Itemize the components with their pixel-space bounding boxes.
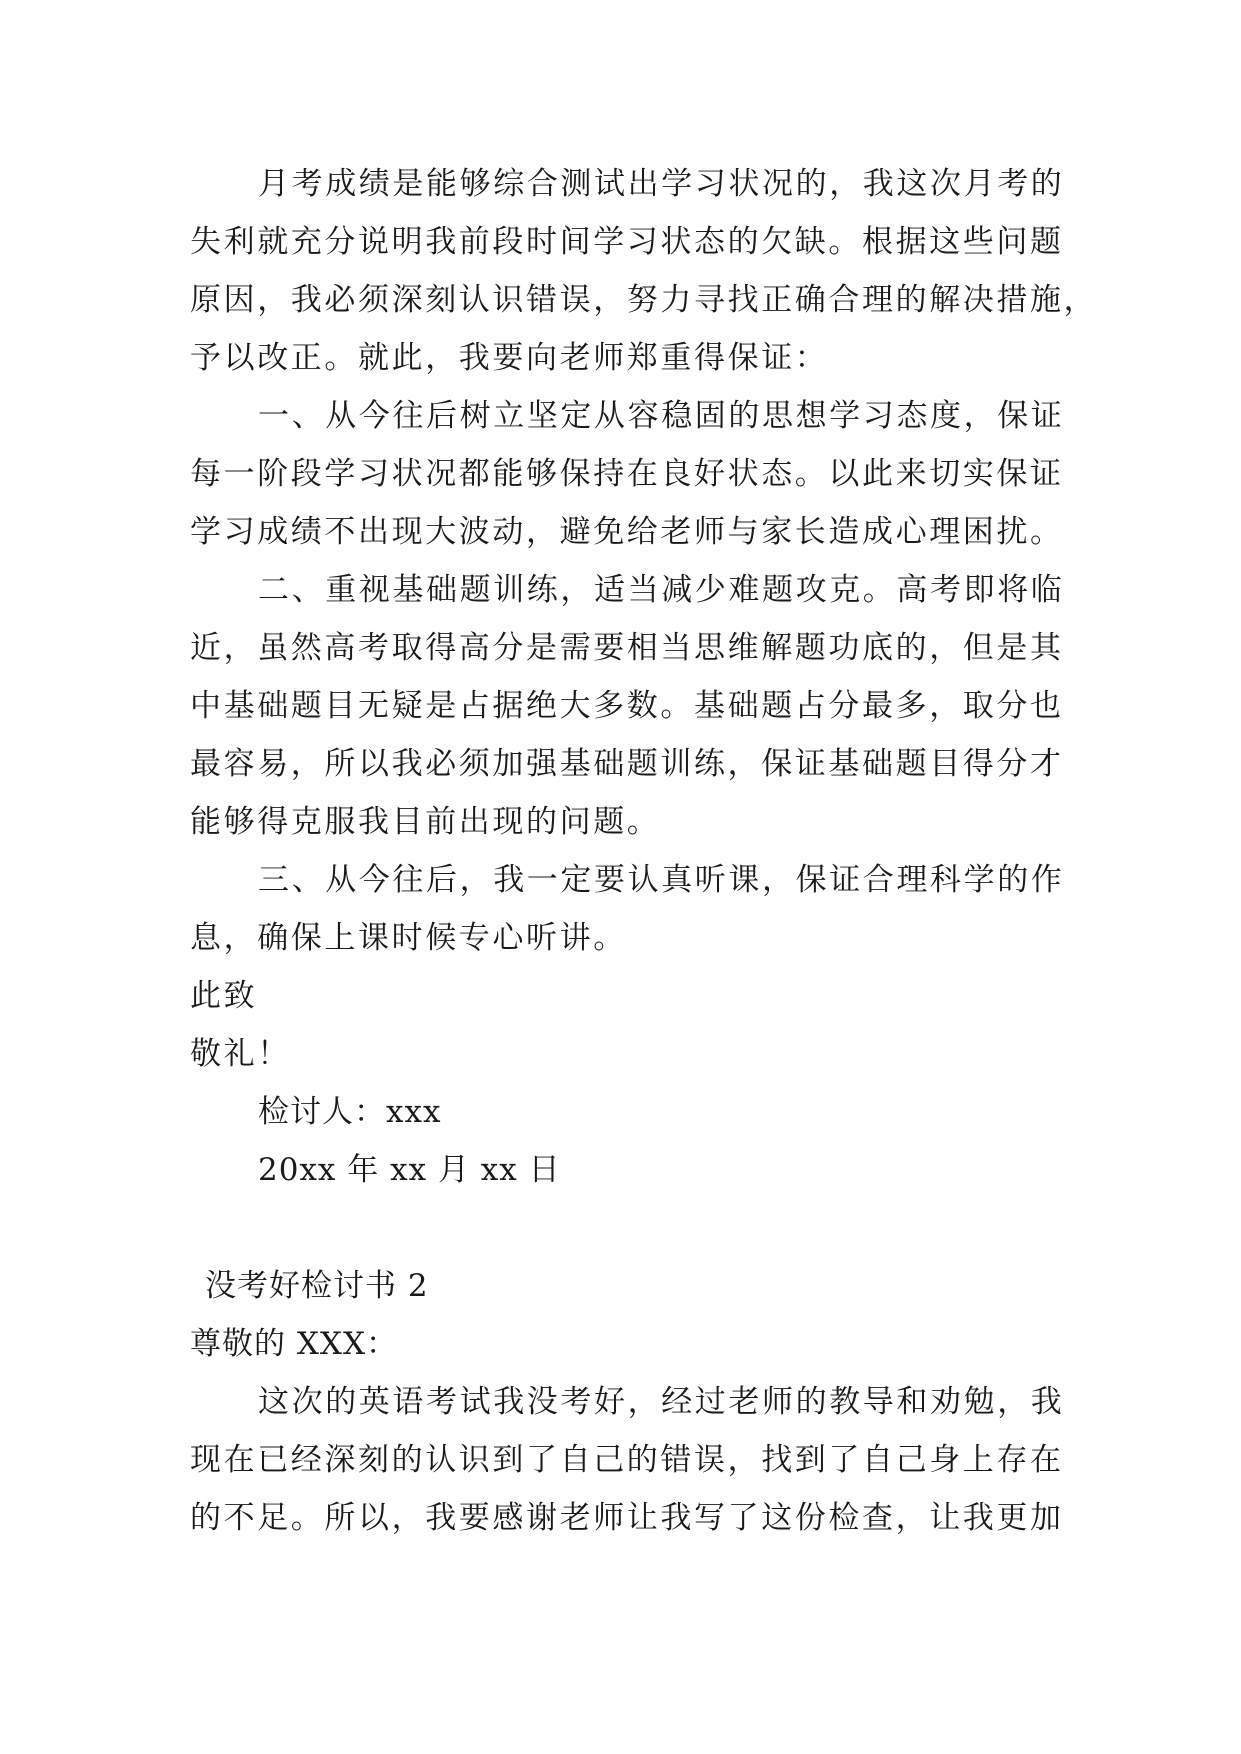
signature-line: 检讨人：xxx bbox=[258, 1094, 442, 1130]
paragraph-line: 最容易，所以我必须加强基础题训练，保证基础题目得分才 bbox=[190, 746, 1064, 782]
section-title: 没考好检讨书 2 bbox=[205, 1268, 429, 1304]
paragraph-line: 失利就充分说明我前段时间学习状态的欠缺。根据这些问题 bbox=[190, 224, 1064, 260]
paragraph-line: 中基础题目无疑是占据绝大多数。基础题占分最多，取分也 bbox=[190, 688, 1064, 724]
paragraph-line: 的不足。所以，我要感谢老师让我写了这份检查，让我更加 bbox=[190, 1500, 1064, 1536]
paragraph-line: 息，确保上课时候专心听讲。 bbox=[190, 920, 627, 956]
paragraph-line: 每一阶段学习状况都能够保持在良好状态。以此来切实保证 bbox=[190, 456, 1064, 492]
paragraph-line: 能够得克服我目前出现的问题。 bbox=[190, 804, 661, 840]
salutation-line: 尊敬的 XXX： bbox=[190, 1326, 399, 1362]
paragraph-line: 现在已经深刻的认识到了自己的错误，找到了自己身上存在 bbox=[190, 1442, 1064, 1478]
paragraph-line: 学习成绩不出现大波动，避免给老师与家长造成心理困扰。 bbox=[190, 514, 1064, 550]
paragraph-line: 原因，我必须深刻认识错误，努力寻找正确合理的解决措施， bbox=[190, 282, 1098, 318]
closing-line: 敬礼！ bbox=[190, 1036, 291, 1072]
paragraph-line: 予以改正。就此，我要向老师郑重得保证： bbox=[190, 340, 829, 376]
paragraph-line: 三、从今往后，我一定要认真听课，保证合理科学的作 bbox=[258, 862, 1065, 898]
paragraph-line: 月考成绩是能够综合测试出学习状况的，我这次月考的 bbox=[258, 166, 1065, 202]
paragraph-line: 二、重视基础题训练，适当减少难题攻克。高考即将临 bbox=[258, 572, 1065, 608]
paragraph-line: 这次的英语考试我没考好，经过老师的教导和劝勉，我 bbox=[258, 1384, 1065, 1420]
closing-line: 此致 bbox=[190, 978, 258, 1014]
date-line: 20xx 年 xx 月 xx 日 bbox=[258, 1152, 561, 1188]
paragraph-line: 一、从今往后树立坚定从容稳固的思想学习态度，保证 bbox=[258, 398, 1065, 434]
paragraph-line: 近，虽然高考取得高分是需要相当思维解题功底的，但是其 bbox=[190, 630, 1064, 666]
